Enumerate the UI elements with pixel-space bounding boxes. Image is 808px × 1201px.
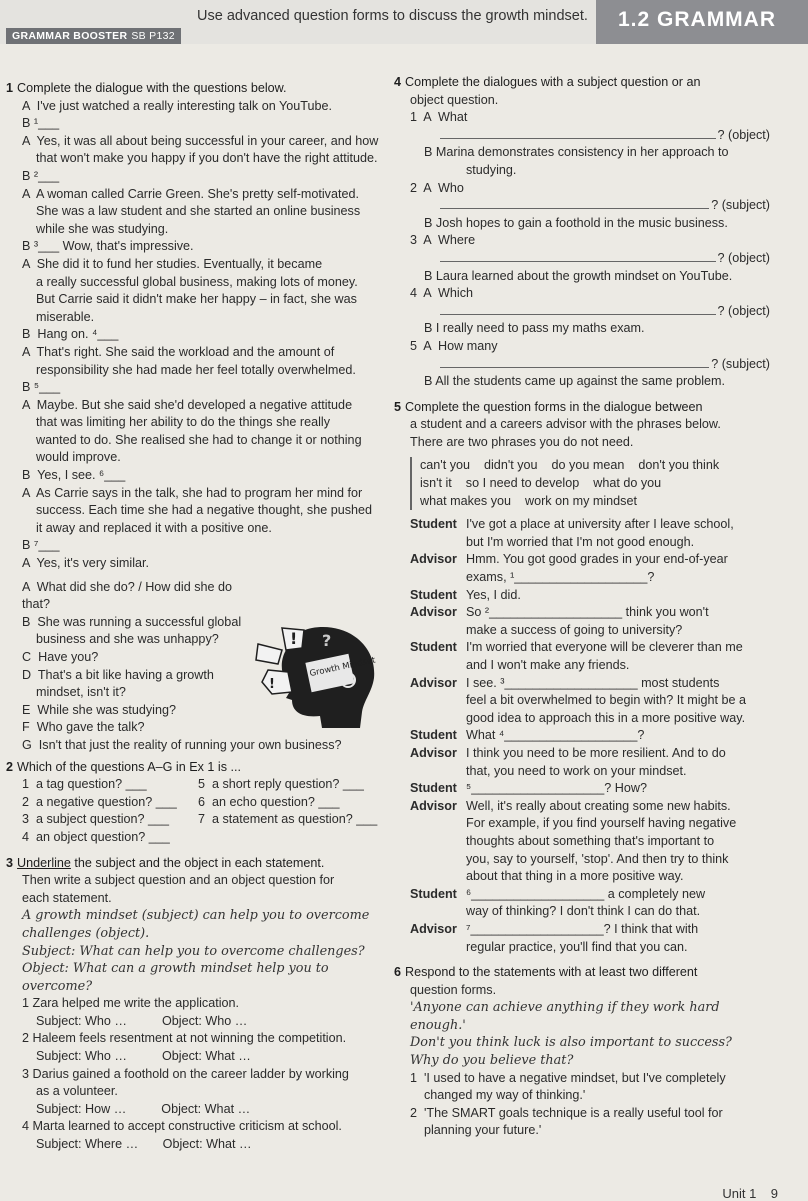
option-item: mindset, isn't it?	[36, 685, 126, 700]
ex5-line	[410, 516, 770, 534]
speech: about that thing in a more positive way.	[466, 869, 684, 884]
ex5-phrases-line2: isn't it so I need to develop what do you	[420, 476, 662, 491]
ex5-line	[410, 903, 770, 921]
ex5-line	[410, 727, 770, 745]
dialogue-line: B ²___	[22, 168, 60, 183]
ex6-title: 6 Respond to the statements with at least two different	[394, 965, 698, 980]
speech: ⁵___________________? How?	[466, 781, 647, 796]
ex5-line	[410, 534, 770, 552]
ex3-statement: 2 Haleem feels resentment at not winning the competition.	[22, 1031, 347, 1046]
speaker	[410, 833, 466, 851]
ex6-title-line2: question forms.	[410, 982, 497, 997]
ex3-title: 3 Underline the subject and the object in each statement.	[6, 855, 325, 870]
ex5-phrase-box	[410, 457, 770, 510]
dialogue-line: success. Each time she had a negative thought, she pushed	[36, 503, 373, 518]
ex5-line	[410, 569, 770, 587]
dialogue-line: B ¹___	[22, 116, 60, 131]
dialogue-line: responsibility she had made her feel totally overwhelmed.	[36, 362, 356, 377]
speech: regular practice, you'll find that you can.	[466, 939, 688, 954]
speaker: Advisor	[410, 605, 457, 620]
ex3-example-line3: Subject: What can help you to overcome challenges?	[22, 943, 365, 959]
speech: make a success of going to university?	[466, 622, 683, 637]
speech: What ⁴___________________?	[466, 728, 645, 743]
dialogue-line: A Yes, it was all about being successful in your career, and how	[22, 133, 379, 148]
dialogue-line: it away and replaced it with a positive one.	[36, 520, 272, 535]
page-footer: Unit 1 9	[722, 1186, 778, 1201]
speaker: Advisor	[410, 798, 457, 813]
ex5-line	[410, 675, 770, 693]
svg-text:?: ?	[322, 631, 332, 650]
ex3-statement: 3 Darius gained a foothold on the career ladder by working	[22, 1066, 349, 1081]
ex2-item: 4 an object question? ___	[22, 829, 170, 844]
ex5-phrases-line1: can't you didn't you do you mean don't you think	[420, 458, 720, 473]
dialogue-line: that won't make you happy if you don't have the right attitude.	[36, 151, 378, 166]
speaker: Student	[410, 886, 457, 901]
speech: Well, it's really about creating some new habits.	[466, 798, 731, 813]
ex1-dialogue	[6, 98, 380, 573]
ex4-answer-line	[394, 303, 770, 321]
speech: but I'm worried that I'm not good enough.	[466, 534, 695, 549]
dialogue-line: while she was studying.	[36, 221, 169, 236]
speaker: Student	[410, 587, 457, 602]
left-column	[6, 80, 380, 1154]
speech: Hmm. You got good grades in your end-of-year	[466, 552, 728, 567]
speaker	[410, 569, 466, 587]
dialogue-line: B ⁵___	[22, 380, 61, 395]
right-column	[394, 74, 770, 1140]
ex5-line	[410, 921, 770, 939]
ex5-line	[410, 587, 770, 605]
speaker	[410, 815, 466, 833]
ex6-example-line2: Don't you think luck is also important to success?	[410, 1035, 732, 1051]
ex4-title-line2: object question.	[410, 92, 499, 107]
speaker: Advisor	[410, 552, 457, 567]
dialogue-line: miserable.	[36, 309, 95, 324]
grammar-booster-tag	[6, 28, 181, 44]
ex5-title-line2: a student and a careers advisor with the phrases below.	[410, 417, 721, 432]
ex4-question: 3 A Where	[410, 233, 476, 248]
ex2-item: 3 a subject question? ___	[22, 812, 170, 827]
dialogue-line: B ⁷___	[22, 538, 60, 553]
dialogue-line: A Yes, it's very similar.	[22, 556, 149, 571]
ex5-line	[410, 798, 770, 816]
speaker: Student	[410, 517, 457, 532]
ex3-prompt: Subject: How … Object: What …	[36, 1101, 251, 1116]
ex5-phrases-line3: what makes you work on my mindset	[420, 493, 637, 508]
speech: I've got a place at university after I leave school,	[466, 517, 734, 532]
ex3-statement-cont: as a volunteer.	[36, 1084, 118, 1099]
dialogue-line: She was a law student and she started an online business	[36, 204, 361, 219]
ex3-title-line3: each statement.	[22, 890, 112, 905]
ex4-answer-line	[394, 127, 770, 145]
ex5-line	[410, 780, 770, 798]
speech: ⁶___________________ a completely new	[466, 886, 706, 901]
ex2-item: 6 an echo question? ___	[198, 794, 340, 809]
ex5-line	[410, 551, 770, 569]
ex4-answer-cont: studying.	[466, 162, 517, 177]
ex4-question-end: ? (object)	[717, 250, 770, 265]
speaker: Student	[410, 781, 457, 796]
dialogue-line: A Maybe. But she said she'd developed a negative attitude	[22, 397, 353, 412]
dialogue-line: would improve.	[36, 450, 121, 465]
option-item: E While she was studying?	[22, 702, 176, 717]
ex3-example-line1: A growth mindset (subject) can help you to overcome	[22, 908, 370, 924]
option-item: F Who gave the talk?	[22, 720, 145, 735]
ex5-line	[410, 692, 770, 710]
option-item: G Isn't that just the reality of running your own business?	[22, 737, 342, 752]
ex4-blank	[440, 356, 709, 368]
ex3-prompt: Subject: Who … Object: Who …	[36, 1013, 248, 1028]
speech: that, you need to work on your mindset.	[466, 763, 687, 778]
ex4-blank	[440, 127, 716, 139]
ex3-items	[6, 995, 380, 1153]
ex6-example-line3: Why do you believe that?	[410, 1053, 574, 1069]
option-item: A What did she do? / How did she do that?	[22, 579, 236, 612]
speech: Yes, I did.	[466, 587, 521, 602]
ex5-line	[410, 939, 770, 957]
speech: I think you need to be more resilient. And to do	[466, 745, 726, 760]
speech: feel a bit overwhelmed to begin with? It might be a	[466, 693, 747, 708]
ex5-line	[410, 639, 770, 657]
ex2-title: 2 Which of the questions A–G in Ex 1 is ...	[6, 759, 242, 774]
ex5-line	[410, 622, 770, 640]
ex5-title-line3: There are two phrases you do not need.	[410, 434, 634, 449]
ex5-line	[410, 833, 770, 851]
ex4-question-end: ? (object)	[717, 127, 770, 142]
speech: good idea to approach this in a more positive way.	[466, 710, 746, 725]
ex2-row	[6, 776, 380, 794]
dialogue-line: But Carrie said it didn't make her happy – in fact, she was	[36, 292, 357, 307]
ex2-item: 1 a tag question? ___	[22, 777, 147, 792]
ex4-answer-line	[394, 250, 770, 268]
ex5-line	[410, 710, 770, 728]
speaker	[410, 657, 466, 675]
dialogue-line: wanted to do. She realised she had to change it or nothing	[36, 432, 362, 447]
ex2-item: 5 a short reply question? ___	[198, 777, 364, 792]
speaker: Advisor	[410, 675, 457, 690]
ex3-title-line2: Then write a subject question and an object question for	[22, 873, 335, 888]
ex6-statement-cont: planning your future.'	[424, 1123, 542, 1138]
dialogue-line: A I've just watched a really interesting talk on YouTube.	[22, 98, 332, 113]
speaker	[410, 851, 466, 869]
ex5-line	[410, 604, 770, 622]
dialogue-line: A A woman called Carrie Green. She's pretty self-motivated.	[22, 186, 359, 201]
booster-label: GRAMMAR BOOSTER	[12, 30, 128, 42]
ex6-statement: 2 'The SMART goals technique is a really useful tool for	[410, 1105, 723, 1120]
ex5-line	[410, 815, 770, 833]
dialogue-line: a really successful global business, making lots of money.	[36, 274, 358, 289]
dialogue-line: A She did it to fund her studies. Eventually, it became	[22, 256, 323, 271]
ex4-question: 5 A How many	[410, 338, 498, 353]
speech: and I won't make any friends.	[466, 658, 630, 672]
ex4-question: 2 A Who	[410, 180, 464, 195]
option-item: business and she was unhappy?	[36, 632, 219, 647]
ex3-example-line4: Object: What can a growth mindset help you to overcome?	[22, 961, 329, 994]
ex5-line	[410, 851, 770, 869]
ex4-question: 1 A What	[410, 110, 468, 125]
speaker	[410, 692, 466, 710]
ex6-items	[394, 1070, 770, 1140]
ex4-answer: B Laura learned about the growth mindset on YouTube.	[424, 268, 733, 283]
ex3-statement: 1 Zara helped me write the application.	[22, 996, 240, 1011]
svg-text:!: !	[290, 629, 298, 648]
dialogue-line: that was limiting her ability to do the things she really	[36, 415, 331, 430]
lesson-objective: Use advanced question forms to discuss the growth mindset.	[197, 8, 588, 24]
speaker: Student	[410, 640, 457, 655]
growth-mindset-head-illustration	[252, 620, 382, 730]
ex5-line	[410, 763, 770, 781]
speaker: Advisor	[410, 921, 457, 936]
option-item: B She was running a successful global	[22, 614, 242, 629]
ex4-blank	[440, 197, 709, 209]
ex3-prompt: Subject: Where … Object: What …	[36, 1137, 252, 1152]
ex4-question-end: ? (subject)	[711, 198, 770, 213]
speech: ⁷___________________? I think that with	[466, 921, 699, 936]
ex5-line	[410, 868, 770, 886]
ex1-title: 1 Complete the dialogue with the questions below.	[6, 81, 287, 95]
speech: I see. ³___________________ most students	[466, 675, 720, 690]
speaker	[410, 868, 466, 886]
speaker	[410, 903, 466, 921]
ex4-answer: B I really need to pass my maths exam.	[424, 321, 645, 336]
speech: way of thinking? I don't think I can do that.	[466, 904, 701, 919]
speech: thoughts about something that's important to	[466, 833, 715, 848]
ex6-statement: 1 'I used to have a negative mindset, but I've completely	[410, 1070, 726, 1085]
dialogue-line: A That's right. She said the workload and the amount of	[22, 344, 335, 359]
ex2-items	[6, 776, 380, 846]
option-item: D That's a bit like having a growth	[22, 667, 214, 682]
ex4-answer: B Marina demonstrates consistency in her approach to	[424, 145, 729, 160]
speaker	[410, 622, 466, 640]
speaker: Advisor	[410, 745, 457, 760]
ex5-dialogue	[394, 516, 770, 956]
ex2-item: 7 a statement as question? ___	[198, 812, 378, 827]
ex2-item: 2 a negative question? ___	[22, 794, 177, 809]
ex2-row	[6, 829, 380, 847]
ex5-title: 5 Complete the question forms in the dialogue between	[394, 399, 703, 414]
ex4-question-end: ? (object)	[717, 303, 770, 318]
booster-ref: SB P132	[131, 30, 175, 42]
svg-text:!: !	[269, 677, 275, 692]
ex5-line	[410, 886, 770, 904]
illustration-label: Growth Mindset	[308, 655, 377, 680]
ex6-statement-cont: changed my way of thinking.'	[424, 1088, 586, 1103]
speech: exams, ¹___________________?	[466, 570, 655, 585]
ex4-answer: B Josh hopes to gain a foothold in the music business.	[424, 215, 728, 230]
speaker	[410, 763, 466, 781]
ex4-question-end: ? (subject)	[711, 356, 770, 371]
speaker	[410, 710, 466, 728]
option-item: C Have you?	[22, 650, 99, 664]
section-badge: 1.2 GRAMMAR	[596, 0, 808, 44]
ex4-blank	[440, 250, 716, 262]
speaker	[410, 534, 466, 552]
speaker: Student	[410, 728, 457, 743]
speech: you, say to yourself, 'stop'. And then try to think	[466, 851, 729, 866]
ex4-answer-line	[394, 356, 770, 374]
ex2-row	[6, 794, 380, 812]
speech: For example, if you find yourself having negative	[466, 816, 737, 831]
ex4-title: 4 Complete the dialogues with a subject question or an	[394, 75, 701, 89]
ex5-line	[410, 657, 770, 675]
ex4-answer: B All the students came up against the same problem.	[424, 374, 726, 389]
dialogue-line: B Yes, I see. ⁶___	[22, 468, 126, 483]
ex4-question: 4 A Which	[410, 286, 473, 301]
dialogue-line: B ³___ Wow, that's impressive.	[22, 239, 194, 254]
ex4-items	[394, 109, 770, 391]
dialogue-line: A As Carrie says in the talk, she had to program her mind for	[22, 485, 363, 500]
ex5-line	[410, 745, 770, 763]
speaker	[410, 939, 466, 957]
ex2-row	[6, 811, 380, 829]
ex3-example-line2: challenges (object).	[22, 925, 150, 941]
ex4-answer-line	[394, 197, 770, 215]
dialogue-line: B Hang on. ⁴___	[22, 327, 119, 342]
ex6-example-line1: 'Anyone can achieve anything if they work hard enough.'	[410, 1000, 720, 1033]
speech: I'm worried that everyone will be cleverer than me	[466, 640, 743, 655]
ex4-blank	[440, 303, 716, 315]
ex3-prompt: Subject: Who … Object: What …	[36, 1049, 251, 1064]
speech: So ²___________________ think you won't	[466, 605, 709, 620]
ex3-statement: 4 Marta learned to accept constructive criticism at school.	[22, 1119, 342, 1134]
ex1-options	[6, 579, 342, 755]
